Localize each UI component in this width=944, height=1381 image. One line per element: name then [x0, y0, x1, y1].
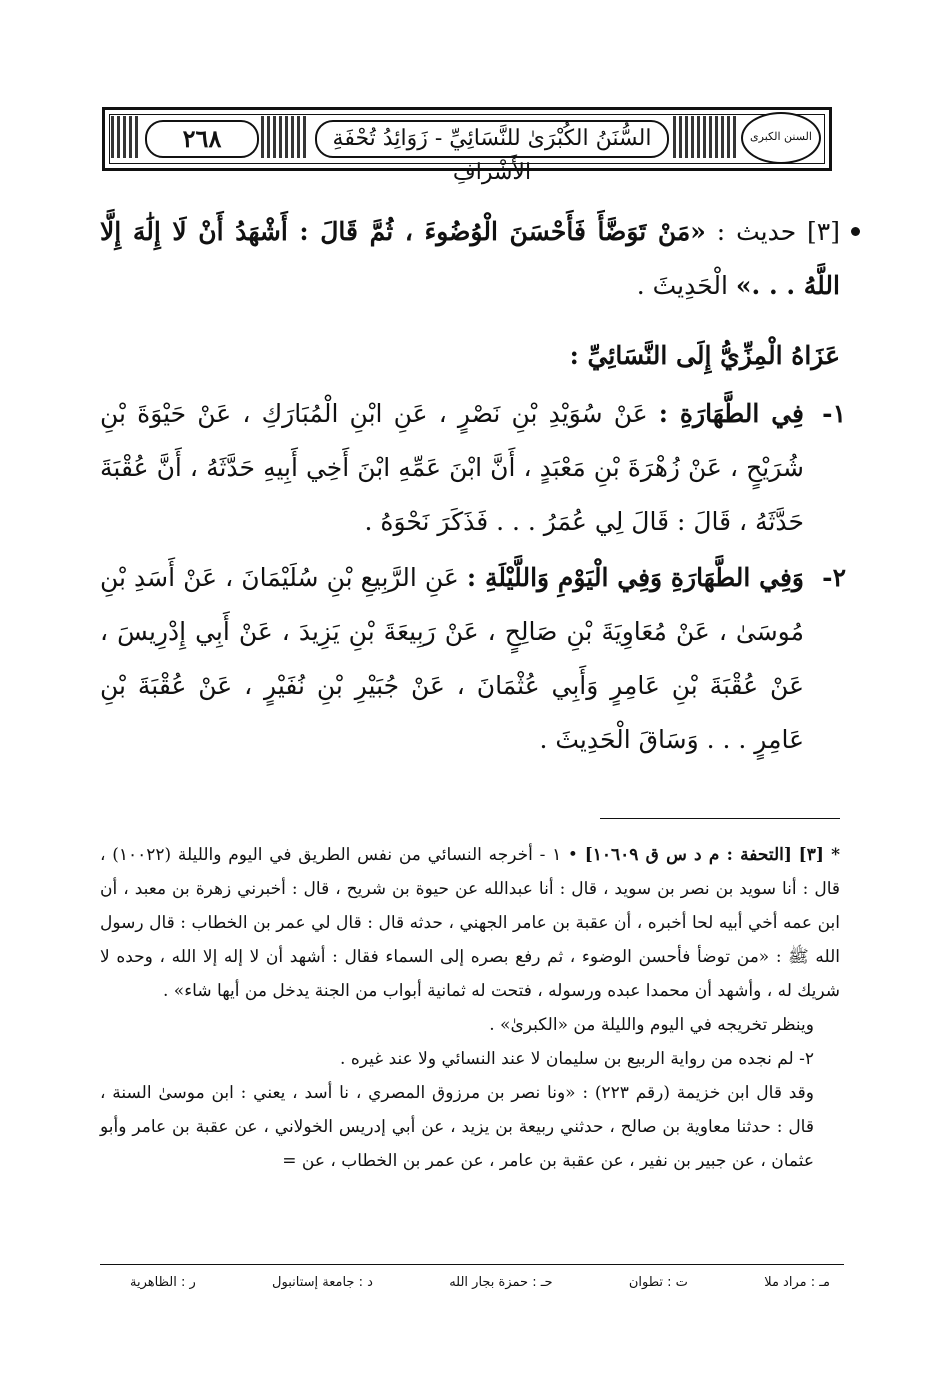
- siglum-item: ر : الظاهرية: [130, 1275, 196, 1290]
- footnotes: [100, 838, 840, 1178]
- chain-item-1: [100, 387, 846, 549]
- bullet-icon: [851, 227, 860, 236]
- page-header: [102, 107, 832, 185]
- header-ornament-middle: [261, 116, 309, 158]
- item-chapter: فِي الطَّهَارَةِ :: [658, 399, 804, 428]
- siglum-item: ت : تطوان: [628, 1275, 688, 1290]
- footnote-divider: [600, 818, 840, 819]
- page-number: ٢٦٨: [145, 120, 259, 158]
- item-number: ١-: [822, 399, 846, 428]
- hadith-matn: «مَنْ تَوَضَّأَ فَأَحْسَنَ الْوُضُوءَ ، ثُمَّ قَالَ : أَشْهَدُ أَنْ لَا إِلَٰهَ إِلَّا اللَّهُ . . .»: [100, 217, 840, 300]
- footnote-see-also: وينظر تخريجه في اليوم والليلة من «الكبرىٰ» .: [489, 1015, 814, 1035]
- footnote-2: ٢- لم نجده من رواية الربيع بن سليمان لا عند النسائي ولا عند غيره .: [340, 1049, 814, 1069]
- hadith-tail: الْحَدِيثَ .: [636, 271, 728, 300]
- attribution-heading: عَزَاهُ الْمِزِّيُّ إِلَى النَّسَائِيِّ :: [569, 341, 840, 370]
- main-text: [100, 205, 846, 767]
- book-seal-logo: السنن الكبرى: [741, 112, 821, 164]
- sources-divider: [100, 1264, 844, 1265]
- siglum-item: مـ : مراد ملا: [764, 1275, 830, 1290]
- item-number: ٢-: [822, 563, 846, 592]
- hadith-reference: [٣] حديث :: [716, 217, 840, 246]
- manuscript-sigla: [130, 1272, 830, 1294]
- siglum-item: حـ : حمزة بجار الله: [449, 1275, 553, 1290]
- footnote-1-text: • ١ - أخرجه النسائي من نفس الطريق في اليوم والليلة (١٠٠٢٢) ، قال : أنا سويد بن نصر بن سويد ، قال : أنا عبدالله عن حيوة بن شريح ، قال : أخبرني زهرة بن معبد ، أن ابن عمه أخي أبيه لحا أخبره ، أن عقبة بن عامر الجهني ، حدثه قال : قال لي عمر بن الخطاب : قال رسول الله ﷺ : «من توضأ فأحسن الوضوء ، ثم رفع بصره إلى السماء فقال : أشهد أن لا إله إلا الله ، وحده لا شريك له ، وأشهد أن محمدا عبده ورسوله ، فتحت له ثمانية أبواب من الجنة يدخل من أيها شاء» .: [100, 845, 840, 1001]
- footnote-3: وقد قال ابن خزيمة (رقم ٢٢٣) : «ونا نصر بن مرزوق المصري ، نا أسد ، يعني : ابن موسىٰ السنة ، قال : حدثنا معاوية بن صالح ، حدثني ربيعة بن يزيد ، عن أبي إدريس الخولاني ، عن عقبة بن عامر وأبو عثمان ، عن جبير بن نفير ، عن عقبة بن عامر ، عن عمر بن الخطاب ، عن =: [100, 1083, 814, 1171]
- item-chain: عَنْ سُوَيْدِ بْنِ نَصْرٍ ، عَنِ ابْنِ الْمُبَارَكِ ، عَنْ حَيْوَةَ بْنِ شُرَيْحٍ ، عَنْ زُهْرَةَ بْنِ مَعْبَدٍ ، أَنَّ ابْنَ عَمِّهِ ابْنَ أَخِي أَبِيهِ حَدَّثَهُ ، أَنَّ عُقْبَةَ حَدَّثَهُ ، قَالَ : قَالَ لِي عُمَرُ . . . فَذَكَرَ نَحْوَهُ .: [100, 399, 804, 536]
- tuhfa-reference: [التحفة : م د س ق ١٠٦٠٩]: [584, 845, 792, 865]
- header-ornament-left: [111, 116, 139, 158]
- footnote-1: [100, 838, 840, 1008]
- hadith-paragraph: [100, 205, 840, 313]
- chain-item-2: [100, 551, 846, 767]
- footnote-marker: * [٣]: [798, 845, 841, 865]
- siglum-item: د : جامعة إستانبول: [272, 1275, 373, 1290]
- header-ornament-right: [673, 116, 737, 158]
- item-chain: عَنِ الرَّبِيعِ بْنِ سُلَيْمَانَ ، عَنْ أَسَدِ بْنِ مُوسَىٰ ، عَنْ مُعَاوِيَةَ بْنِ صَالِحٍ ، عَنْ رَبِيعَةَ بْنِ يَزِيدَ ، عَنْ أَبِي إِدْرِيسَ ، عَنْ عُقْبَةَ بْنِ عَامِرٍ وَأَبِي عُثْمَانَ ، عَنْ جُبَيْرِ بْنِ نُفَيْرٍ ، عَنْ عُقْبَةَ بْنِ عَامِرٍ . . . وَسَاقَ الْحَدِيثَ .: [100, 563, 804, 754]
- item-chapter: وَفِي الطَّهَارَةِ وَفِي الْيَوْمِ وَاللَّيْلَةِ :: [466, 563, 804, 592]
- hadith-entry: [100, 205, 840, 313]
- running-title: السُّنَنُ الكُبْرَىٰ للنَّسَائِيِّ - زَوَائِدُ تُحْفَةِ الأَشْرَافِ: [315, 120, 669, 158]
